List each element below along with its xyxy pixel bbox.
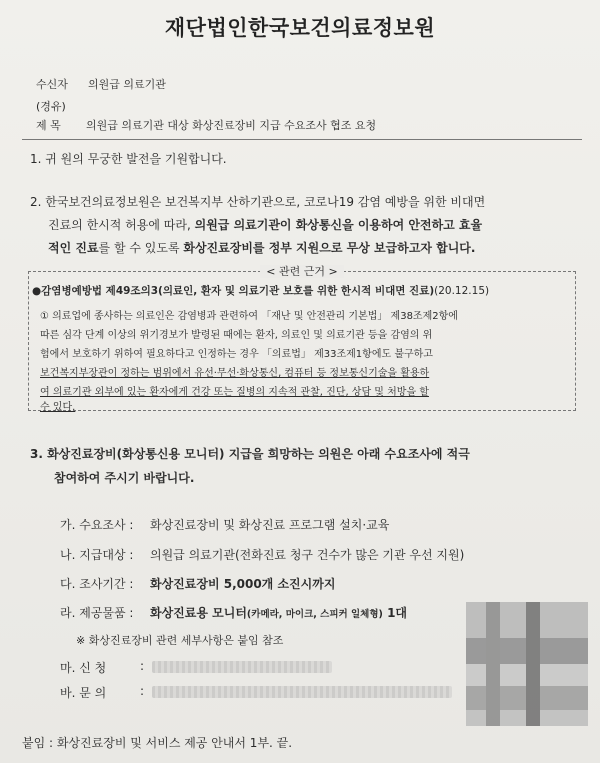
redacted-inquiry-info — [152, 686, 452, 698]
apply-label: 마. 신 청 — [60, 661, 107, 675]
item-d-label: 라. 제공물품 : — [60, 606, 134, 620]
legal-box-title: < 관련 근거 > — [260, 265, 343, 278]
subject-label: 제 목 — [36, 119, 61, 132]
divider-line — [22, 139, 582, 140]
p2-bold-c: 화상진료장비를 정부 지원으로 무상 보급하고자 합니다. — [183, 241, 476, 255]
paragraph-2-line-2 — [48, 216, 482, 233]
item-b-label: 나. 지급대상 : — [60, 548, 134, 562]
law-line-4: 보건복지부장관이 정하는 범위에서 유선·무선·화상통신, 컴퓨터 등 정보통신기술을 활용하 — [40, 368, 430, 379]
apply-colon: : — [140, 659, 145, 673]
p2-normal-b: 를 할 수 있도록 — [98, 241, 180, 255]
page-title: 재단법인한국보건의료정보원 — [164, 16, 436, 40]
paragraph-2-line-1: 2. 한국보건의료정보원은 보건복지부 산하기관으로, 코로나19 감염 예방을 위한 비대면 — [30, 195, 486, 209]
redacted-qr-code — [466, 602, 588, 726]
law-date: (20.12.15) — [434, 285, 490, 297]
recipient-label: 수신자 — [36, 78, 68, 91]
law-heading — [32, 283, 489, 298]
law-line-6: 수 있다. — [40, 402, 76, 413]
item-d-end: 1대 — [387, 606, 408, 620]
law-line-3: 험에서 보호하기 위하여 필요하다고 인정하는 경우 「의료법」 제33조제1항에도 불구하고 — [40, 349, 433, 360]
item-c-value: 화상진료장비 5,000개 소진시까지 — [150, 577, 336, 591]
p2-normal-a: 진료의 한시적 허용에 따라, — [48, 218, 191, 232]
item-a-value: 화상진료장비 및 화상진료 프로그램 설치·교육 — [150, 518, 390, 532]
law-line-1: ① 의료업에 종사하는 의료인은 감염병과 관련하여 「재난 및 안전관리 기본법」 제38조제2항에 — [40, 311, 458, 322]
item-c-label: 다. 조사기간 : — [60, 577, 134, 591]
via-label: (경유) — [36, 100, 66, 113]
paragraph-1: 1. 귀 원의 무궁한 발전을 기원합니다. — [30, 152, 227, 166]
item-d-main: 화상진료용 모니터 — [150, 606, 247, 620]
inquiry-colon: : — [140, 684, 145, 698]
law-line-2: 따른 심각 단계 이상의 위기경보가 발령된 때에는 환자, 의료인 및 의료기관 등을 감염의 위 — [40, 330, 433, 341]
recipient-value: 의원급 의료기관 — [88, 78, 166, 91]
redacted-apply-info — [152, 661, 332, 673]
section-3-line-1: 3. 화상진료장비(화상통신용 모니터) 지급을 희망하는 의원은 아래 수요조사에 적극 — [30, 447, 470, 461]
item-d-value — [150, 604, 407, 621]
law-line-5: 여 의료기관 외부에 있는 환자에게 건강 또는 질병의 지속적 관찰, 진단, 상담 및 처방을 할 — [40, 387, 429, 398]
p2-bold-b: 적인 진료 — [48, 241, 99, 255]
section-3-line-2: 참여하여 주시기 바랍니다. — [54, 471, 195, 485]
item-a-label: 가. 수요조사 : — [60, 518, 134, 532]
subject-value: 의원급 의료기관 대상 화상진료장비 지급 수요조사 협조 요청 — [86, 119, 377, 132]
detail-note: ※ 화상진료장비 관련 세부사항은 붙임 참조 — [76, 634, 284, 647]
inquiry-label: 바. 문 의 — [60, 686, 107, 700]
item-d-paren: (카메라, 마이크, 스피커 일체형) — [246, 609, 383, 620]
attachment-line: 붙임 : 화상진료장비 및 서비스 제공 안내서 1부. 끝. — [22, 736, 293, 750]
law-heading-text: ●감염병예방법 제49조의3(의료인, 환자 및 의료기관 보호를 위한 한시적 비대면 진료) — [32, 285, 435, 297]
item-b-value: 의원급 의료기관(전화진료 청구 건수가 많은 기관 우선 지원) — [150, 548, 465, 562]
p2-bold-a: 의원급 의료기관이 화상통신을 이용하여 안전하고 효율 — [194, 218, 483, 232]
paragraph-2-line-3 — [48, 239, 475, 256]
